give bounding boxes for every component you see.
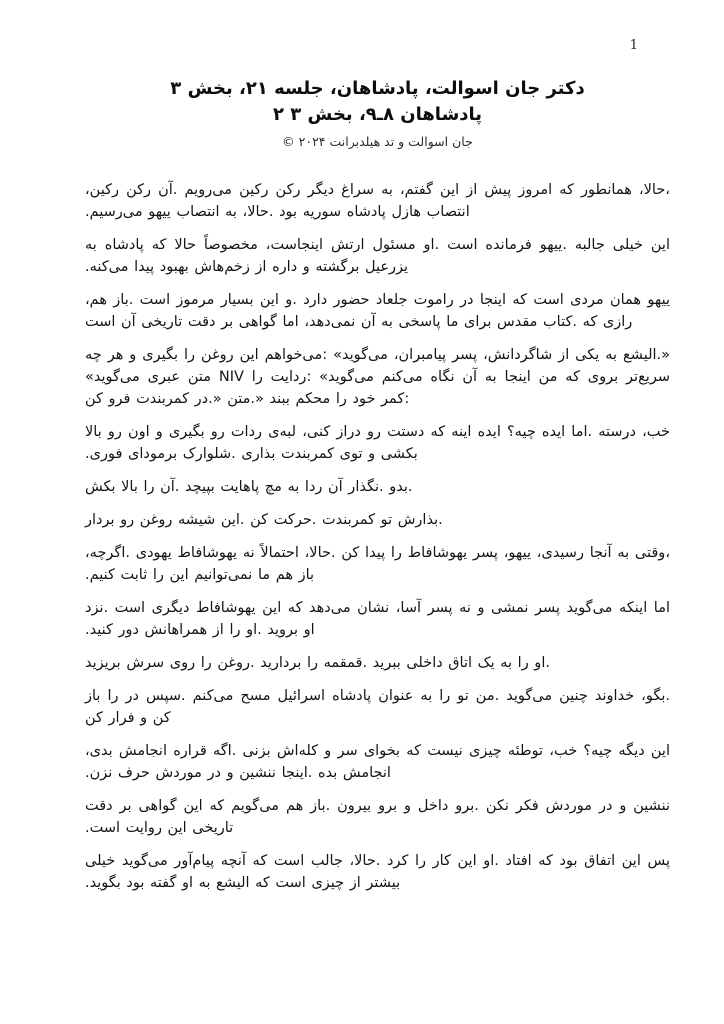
paragraph-13: ننشین و در موردش فکر نکن .برو داخل و برو بیرون .باز هم می‌گویم که این گواهی بر دقت تاریخی این روایت است. xyxy=(85,798,670,836)
paragraph-5: خب، درسته .اما ایده چیه؟ ایده اینه که دستت رو دراز کنی، لبه‌ی ردات رو بگیری و اون رو بالا بکشی و توی کمربندت بذاری .شلوارک برمودای فوری. xyxy=(85,424,670,462)
copyright-line: جان اسوالت و تد هیلدبرانت ۲۰۲۴ © xyxy=(282,134,473,149)
paragraph-9: اما اینکه می‌گوید پسر نمشی و نه پسر آسا، نشان می‌دهد که این یهوشافاط دیگری است .نزد او بروید .او را از همراهانش دور کنید. xyxy=(85,600,670,638)
paragraph-12: این دیگه چیه؟ خب، توطئه چیزی نیست که بخوای سر و کله‌اش بزنی .اگه قراره انجامش بدی، انجامش بده .اینجا ننشین و در موردش حرف نزن. xyxy=(85,743,670,781)
paragraph-11: .بگو، خداوند چنین می‌گوید .من تو را به عنوان پادشاه اسرائیل مسح می‌کنم .سپس در را باز کن و فرار کن xyxy=(85,688,670,726)
page-number: 1 xyxy=(629,38,638,53)
document-body xyxy=(85,179,670,894)
document-header xyxy=(85,76,670,151)
paragraph-8: ،وقتی به آنجا رسیدی، ییهو، پسر یهوشافاط را پیدا کن .حالا، احتمالاً نه یهوشافاط یهودی .اگرچه، باز هم ما نمی‌توانیم این را ثابت کنیم. xyxy=(85,545,670,583)
title-line-2: پادشاهان ۸ـ۹، بخش ۳ ۲ xyxy=(272,104,483,125)
paragraph-1: ،حالا، همانطور که امروز پیش از این گفتم، به سراغ دیگر رکن رکین می‌رویم .آن رکن رکین، انتصاب هازل پادشاه سوریه بود .حالا، به انتصاب ییهو می‌رسیم. xyxy=(85,182,670,220)
title-line-1: دکتر جان اسوالت، پادشاهان، جلسه ۲۱، بخش ۳ xyxy=(170,78,585,99)
paragraph-2: این خیلی جالبه .ییهو فرمانده است .او مسئول ارتش اینجاست، مخصوصاً حالا که پادشاه به یزرعیل برگشته و داره از زخم‌هاش بهبود پیدا می‌کنه. xyxy=(85,237,670,275)
paragraph-14: پس این اتفاق بود که افتاد .او این کار را کرد .حالا، جالب است که آنچه پیام‌آور می‌گوید خیلی بیشتر از چیزی است که الیشع به او گفته بود بگوید. xyxy=(85,853,670,891)
paragraph-6: .بدو .نگذار آن ردا به مچ پاهایت بپیچد .آن را بالا بکش xyxy=(85,479,413,495)
paragraph-10: .او را به یک اتاق داخلی ببرید .قمقمه را بردارید .روغن را روی سرش بریزید xyxy=(85,655,550,671)
paragraph-4: «.الیشع به یکی از شاگردانش، پسر پیامبران، می‌گوید» :می‌خواهم این روغن را بگیری و هر چه سریع‌تر بروی که من اینجا به آن نگاه می‌کنم می‌گوید» :ردایت را NIV متن عبری می‌گوید» :کمر خود را محکم ببند «.متن «.در کمربندت فرو کن xyxy=(85,347,670,407)
paragraph-7: .بذارش تو کمربندت .حرکت کن .این شیشه روغن رو بردار xyxy=(85,512,443,528)
paragraph-3: ییهو همان مردی است که اینجا در راموت جلعاد حضور دارد .و این بسیار مرموز است .باز هم، رازی که .کتاب مقدس برای ما پاسخی به آن نمی‌دهد، اما گواهی بر دقت تاریخی آن است xyxy=(85,292,670,330)
